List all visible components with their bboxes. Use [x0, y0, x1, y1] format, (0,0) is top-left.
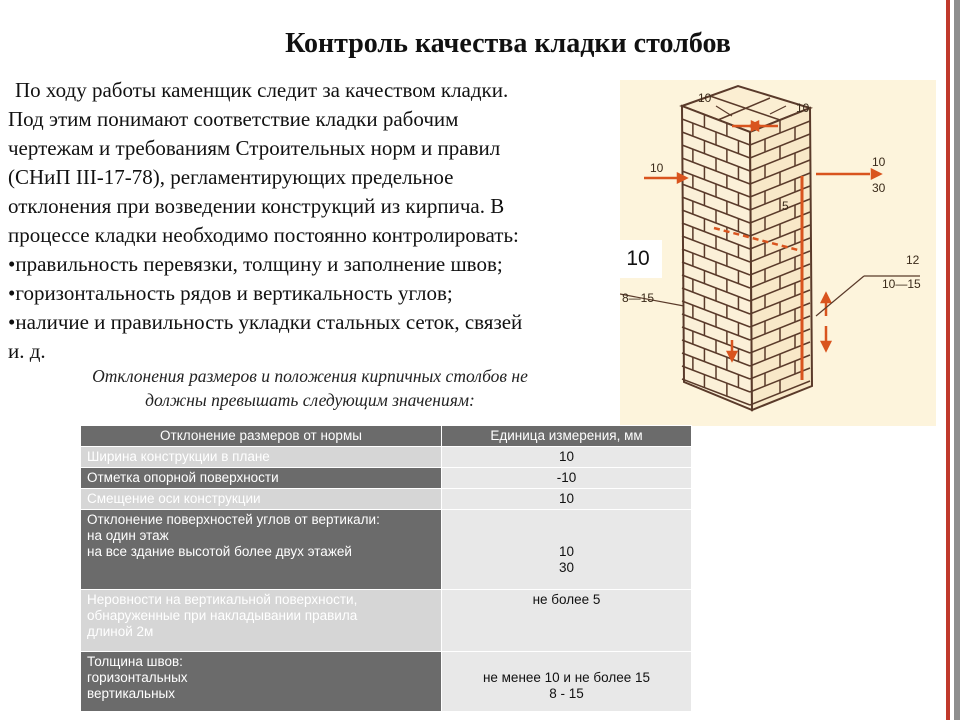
paragraph-line: (СНиП III-17-78), регламентирующих предельное [8, 165, 454, 189]
row-value [442, 447, 692, 468]
figure-annotation: 12 [906, 253, 920, 267]
column-left-face [682, 106, 752, 410]
figure-annotation: 8—15 [622, 291, 655, 305]
figure-annotation: 10—15 [882, 277, 921, 291]
table-row [81, 468, 692, 489]
slide-title: Контроль качества кладки столбов [285, 28, 731, 59]
label-line: на один этаж [87, 528, 169, 543]
figure-annotation: 10 [650, 161, 664, 175]
caption-line: должны превышать следующим значениям: [145, 390, 475, 410]
figure-label: 10 [614, 240, 662, 278]
value-line: не менее 10 и не более 15 [482, 670, 651, 685]
row-label [81, 652, 442, 712]
value-line: -10 [556, 470, 577, 485]
row-label [81, 468, 442, 489]
table-row [81, 447, 692, 468]
value-line: 10 [558, 544, 575, 559]
bullet-item: •горизонтальность рядов и вертикальность углов; [8, 281, 453, 305]
brick-column-figure [620, 80, 936, 426]
figure-annotation: 10 [796, 101, 810, 115]
row-value [442, 590, 692, 652]
slide-edge-stripe [944, 0, 960, 720]
label-line: горизонтальных [87, 670, 188, 685]
table-header-unit: Единица измерения, мм [442, 426, 692, 447]
paragraph-line: Под этим понимают соответствие кладки рабочим [8, 107, 459, 131]
figure-annotation: 10 [698, 91, 712, 105]
label-line: Смещение оси конструкции [87, 491, 261, 506]
intro-paragraph [8, 76, 608, 366]
brick-column-illustration [620, 80, 936, 426]
row-value [442, 489, 692, 510]
bullet-item: •правильность перевязки, толщину и заполнение швов; [8, 252, 503, 276]
label-line: Отклонение поверхностей углов от вертикали: [87, 512, 380, 527]
label-line: Неровности на вертикальной поверхности, [87, 592, 358, 607]
row-value [442, 468, 692, 489]
figure-annotation: 30 [872, 181, 886, 195]
paragraph-line: процессе кладки необходимо постоянно контролировать: [8, 223, 519, 247]
figure-annotation: 10 [872, 155, 886, 169]
table-row [81, 510, 692, 590]
paragraph-line: отклонения при возведении конструкций из кирпича. В [8, 194, 505, 218]
row-value [442, 652, 692, 712]
row-label [81, 510, 442, 590]
table-row [81, 652, 692, 712]
label-line: на все здание высотой более двух этажей [87, 544, 352, 559]
paragraph-line: По ходу работы каменщик следит за качеством кладки. [15, 78, 509, 102]
caption-line: Отклонения размеров и положения кирпичных столбов не [92, 366, 528, 386]
paragraph-line: и. д. [8, 339, 46, 363]
row-label [81, 447, 442, 468]
row-label [81, 590, 442, 652]
label-line: Толщина швов: [87, 654, 183, 669]
value-line: не более 5 [532, 592, 601, 607]
row-value [442, 510, 692, 590]
bullet-item: •наличие и правильность укладки стальных сеток, связей [8, 310, 523, 334]
paragraph-line: чертежам и требованиям Строительных норм и правил [8, 136, 501, 160]
table-caption [20, 364, 600, 412]
label-line: длиной 2м [87, 624, 154, 639]
value-line: 10 [558, 491, 575, 506]
table-header-deviation: Отклонение размеров от нормы [81, 426, 442, 447]
value-line: 8 - 15 [549, 686, 584, 701]
table-header-row [81, 426, 692, 447]
label-line: Ширина конструкции в плане [87, 449, 270, 464]
label-line: вертикальных [87, 686, 175, 701]
label-line: Отметка опорной поверхности [87, 470, 279, 485]
figure-annotation: 5 [782, 199, 789, 213]
row-label [81, 489, 442, 510]
deviation-table [80, 425, 692, 712]
value-line: 30 [558, 560, 575, 575]
label-line: обнаруженные при накладывании правила [87, 608, 358, 623]
table-row [81, 590, 692, 652]
table-row [81, 489, 692, 510]
value-line: 10 [558, 449, 575, 464]
